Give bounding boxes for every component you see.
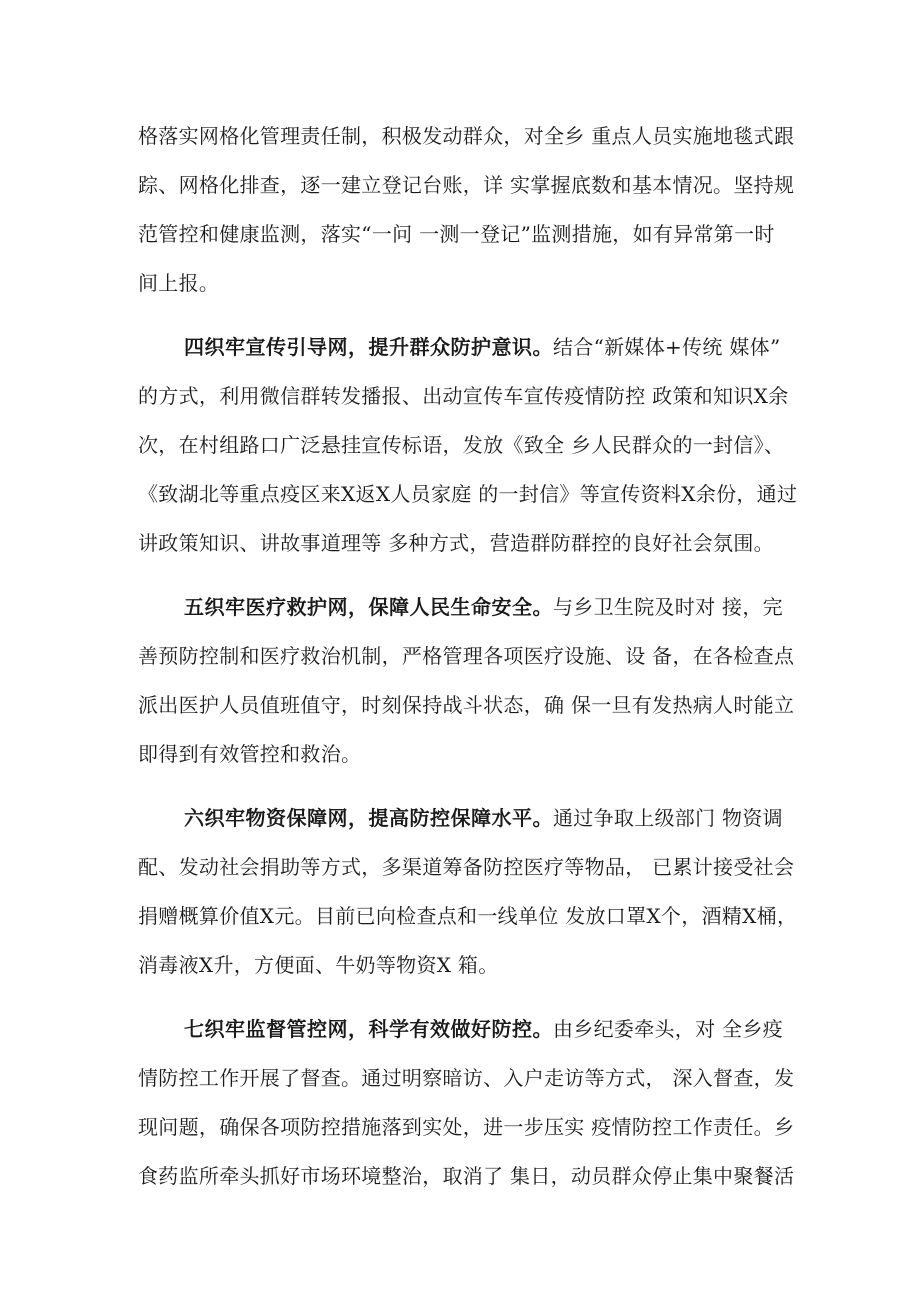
text-line: 配、发动社会捐助等方式，多渠道筹备防控医疗等物品， 已累计接受社会 bbox=[138, 855, 795, 879]
paragraph-medical bbox=[138, 583, 795, 779]
text-line: 的方式，利用微信群转发播报、出动宣传车宣传疫情防控 政策和知识X余 bbox=[138, 384, 789, 408]
text-line bbox=[138, 323, 788, 372]
text-line: 派出医护人员值班值守，时刻保持战斗状态，确 保一旦有发热病人时能立 bbox=[138, 693, 795, 717]
paragraph-publicity bbox=[138, 323, 798, 568]
text-line: 《致湖北等重点疫区来X返X人员家庭 的一封信》等宣传资料X余份，通过 bbox=[138, 482, 798, 506]
paragraph-text: 由乡纪委牵头，对 全乡疫 bbox=[553, 1017, 783, 1041]
paragraph-text: 结合“新媒体+传统 媒体” bbox=[553, 335, 781, 359]
document-page bbox=[138, 112, 798, 1201]
text-line: 间上报。 bbox=[138, 271, 220, 295]
paragraph-continuation bbox=[138, 112, 795, 308]
text-line: 捐赠概算价值X元。目前已向检查点和一线单位 发放口罩X个，酒精X桶， bbox=[138, 904, 798, 928]
text-line: 食药监所牵头抓好市场环境整治，取消了 集日，动员群众停止集中聚餐活 bbox=[138, 1164, 795, 1188]
text-line: 情防控工作开展了督查。通过明察暗访、入户走访等方式， 深入督查，发 bbox=[138, 1066, 795, 1090]
paragraph-supervision bbox=[138, 1005, 795, 1201]
text-line: 范管控和健康监测，落实“一问 一测一登记”监测措施，如有异常第一时 bbox=[138, 222, 775, 246]
paragraph-heading: 五织牢医疗救护网，保障人民生命安全。 bbox=[184, 595, 553, 619]
text-line bbox=[138, 1005, 788, 1054]
text-line: 次，在村组路口广泛悬挂宣传标语，发放《致全 乡人民群众的一封信》、 bbox=[138, 433, 785, 457]
paragraph-heading: 六织牢物资保障网，提高防控保障水平。 bbox=[184, 806, 553, 830]
paragraph-supplies bbox=[138, 794, 798, 990]
text-line: 现问题，确保各项防控措施落到实处，进一步压实 疫情防控工作责任。乡 bbox=[138, 1115, 795, 1139]
text-line bbox=[138, 583, 788, 632]
text-line: 消毒液X升，方便面、牛奶等物资X 箱。 bbox=[138, 953, 499, 977]
text-line bbox=[138, 794, 788, 843]
paragraph-heading: 七织牢监督管控网，科学有效做好防控。 bbox=[184, 1017, 553, 1041]
text-line: 即得到有效管控和救治。 bbox=[138, 742, 362, 766]
paragraph-text: 与乡卫生院及时对 接，完 bbox=[553, 595, 783, 619]
paragraph-heading: 四织牢宣传引导网，提升群众防护意识。 bbox=[184, 335, 553, 359]
text-line: 讲政策知识、讲故事道理等 多种方式，营造群防群控的良好社会氛围。 bbox=[138, 531, 774, 555]
text-line: 踪、网格化排查，逐一建立登记台账，详 实掌握底数和基本情况。坚持规 bbox=[138, 173, 795, 197]
text-line: 格落实网格化管理责任制，积极发动群众，对全乡 重点人员实施地毯式跟 bbox=[138, 124, 795, 148]
paragraph-text: 通过争取上级部门 物资调 bbox=[553, 806, 783, 830]
text-line: 善预防控制和医疗救治机制，严格管理各项医疗设施、设 备，在各检查点 bbox=[138, 644, 795, 668]
